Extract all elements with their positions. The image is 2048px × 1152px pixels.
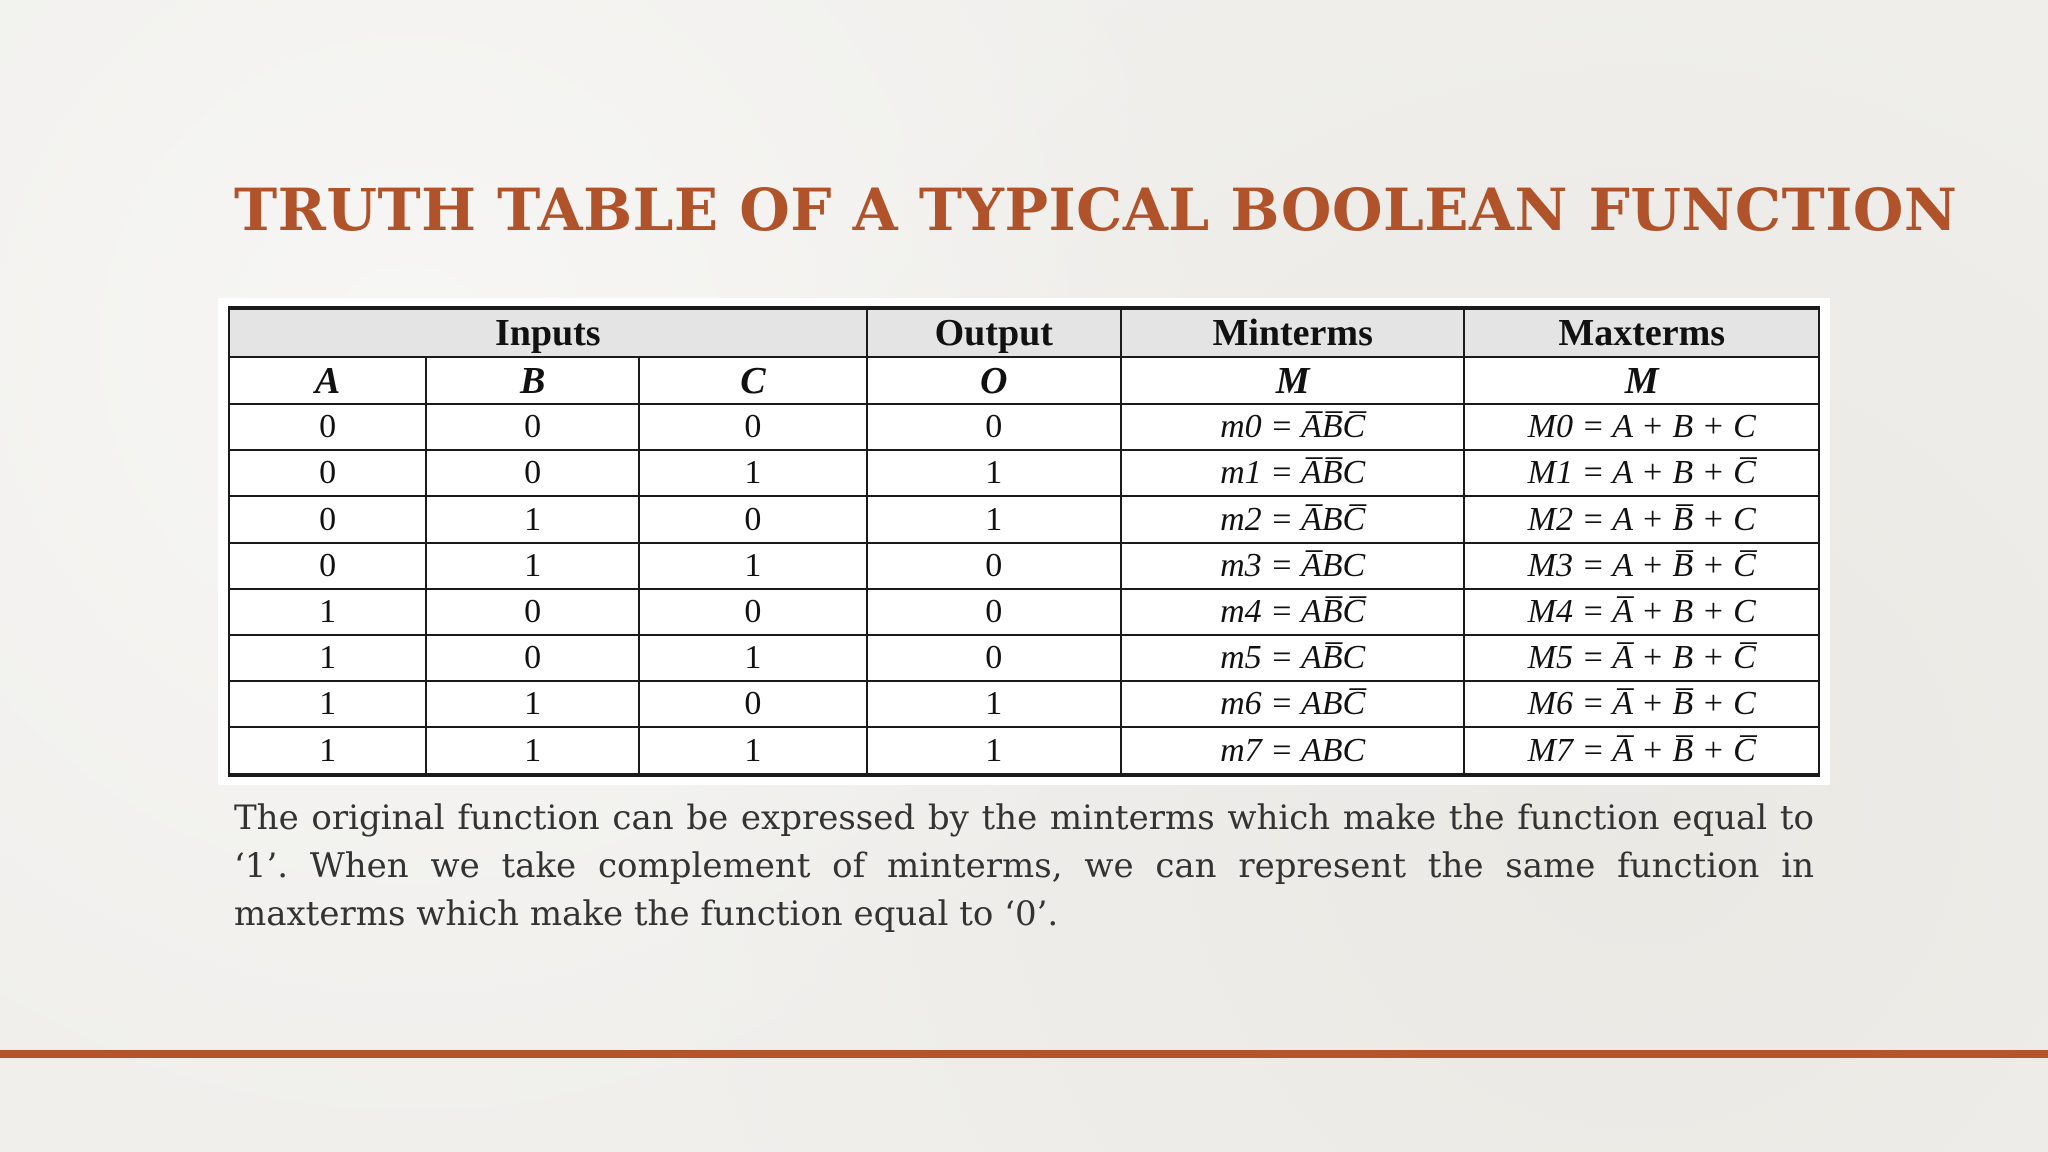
cell-c: 0 xyxy=(639,681,866,727)
cell-maxterm: M1 = A + B + C̅ xyxy=(1464,450,1819,496)
cell-b: 1 xyxy=(426,543,639,589)
cell-c: 0 xyxy=(639,589,866,635)
cell-b: 0 xyxy=(426,450,639,496)
cell-b: 0 xyxy=(426,635,639,681)
cell-minterm: m7 = ABC xyxy=(1121,727,1464,775)
cell-output: 0 xyxy=(867,589,1121,635)
table-row xyxy=(229,681,1819,727)
cell-minterm: m6 = ABC̅ xyxy=(1121,681,1464,727)
cell-maxterm: M5 = A̅ + B + C̅ xyxy=(1464,635,1819,681)
cell-c: 1 xyxy=(639,635,866,681)
column-header-o: O xyxy=(867,357,1121,404)
cell-c: 1 xyxy=(639,727,866,775)
column-header-a: A xyxy=(229,357,426,404)
truth-table xyxy=(228,306,1820,777)
table-row xyxy=(229,543,1819,589)
table-row xyxy=(229,450,1819,496)
cell-maxterm: M4 = A̅ + B + C xyxy=(1464,589,1819,635)
cell-b: 1 xyxy=(426,727,639,775)
slide-title: TRUTH TABLE OF A TYPICAL BOOLEAN FUNCTION xyxy=(234,176,1958,244)
truth-table-figure xyxy=(218,298,1830,785)
cell-a: 0 xyxy=(229,450,426,496)
cell-minterm: m2 = A̅BC̅ xyxy=(1121,496,1464,542)
column-header-c: C xyxy=(639,357,866,404)
cell-output: 1 xyxy=(867,681,1121,727)
header-maxterms: Maxterms xyxy=(1464,308,1819,357)
cell-c: 0 xyxy=(639,404,866,450)
table-row xyxy=(229,404,1819,450)
cell-minterm: m4 = AB̅C̅ xyxy=(1121,589,1464,635)
cell-b: 1 xyxy=(426,496,639,542)
cell-b: 1 xyxy=(426,681,639,727)
cell-output: 0 xyxy=(867,635,1121,681)
cell-a: 1 xyxy=(229,727,426,775)
footer-divider xyxy=(0,1050,2048,1058)
cell-output: 1 xyxy=(867,450,1121,496)
cell-maxterm: M0 = A + B + C xyxy=(1464,404,1819,450)
cell-maxterm: M3 = A + B̅ + C̅ xyxy=(1464,543,1819,589)
cell-maxterm: M6 = A̅ + B̅ + C xyxy=(1464,681,1819,727)
cell-c: 1 xyxy=(639,450,866,496)
cell-minterm: m5 = AB̅C xyxy=(1121,635,1464,681)
column-header-minterm: M xyxy=(1121,357,1464,404)
cell-minterm: m1 = A̅B̅C xyxy=(1121,450,1464,496)
group-header-row xyxy=(229,308,1819,357)
column-header-maxterm: M xyxy=(1464,357,1819,404)
cell-maxterm: M2 = A + B̅ + C xyxy=(1464,496,1819,542)
cell-a: 0 xyxy=(229,496,426,542)
cell-minterm: m0 = A̅B̅C̅ xyxy=(1121,404,1464,450)
cell-a: 0 xyxy=(229,543,426,589)
table-row xyxy=(229,635,1819,681)
cell-b: 0 xyxy=(426,589,639,635)
table-row xyxy=(229,727,1819,775)
cell-output: 0 xyxy=(867,404,1121,450)
table-row xyxy=(229,589,1819,635)
variable-header-row xyxy=(229,357,1819,404)
cell-a: 1 xyxy=(229,681,426,727)
column-header-b: B xyxy=(426,357,639,404)
header-minterms: Minterms xyxy=(1121,308,1464,357)
cell-minterm: m3 = A̅BC xyxy=(1121,543,1464,589)
cell-c: 1 xyxy=(639,543,866,589)
cell-a: 1 xyxy=(229,589,426,635)
header-inputs: Inputs xyxy=(229,308,867,357)
cell-b: 0 xyxy=(426,404,639,450)
cell-output: 1 xyxy=(867,496,1121,542)
cell-c: 0 xyxy=(639,496,866,542)
cell-a: 1 xyxy=(229,635,426,681)
slide-description: The original function can be expressed by the minterms which make the function equal to ‘1’. When we take complement of minterms, we can represent the same function in maxterms which make the function equal to ‘0’. xyxy=(234,798,1814,934)
cell-output: 1 xyxy=(867,727,1121,775)
table-row xyxy=(229,496,1819,542)
cell-output: 0 xyxy=(867,543,1121,589)
header-output: Output xyxy=(867,308,1121,357)
cell-a: 0 xyxy=(229,404,426,450)
cell-maxterm: M7 = A̅ + B̅ + C̅ xyxy=(1464,727,1819,775)
